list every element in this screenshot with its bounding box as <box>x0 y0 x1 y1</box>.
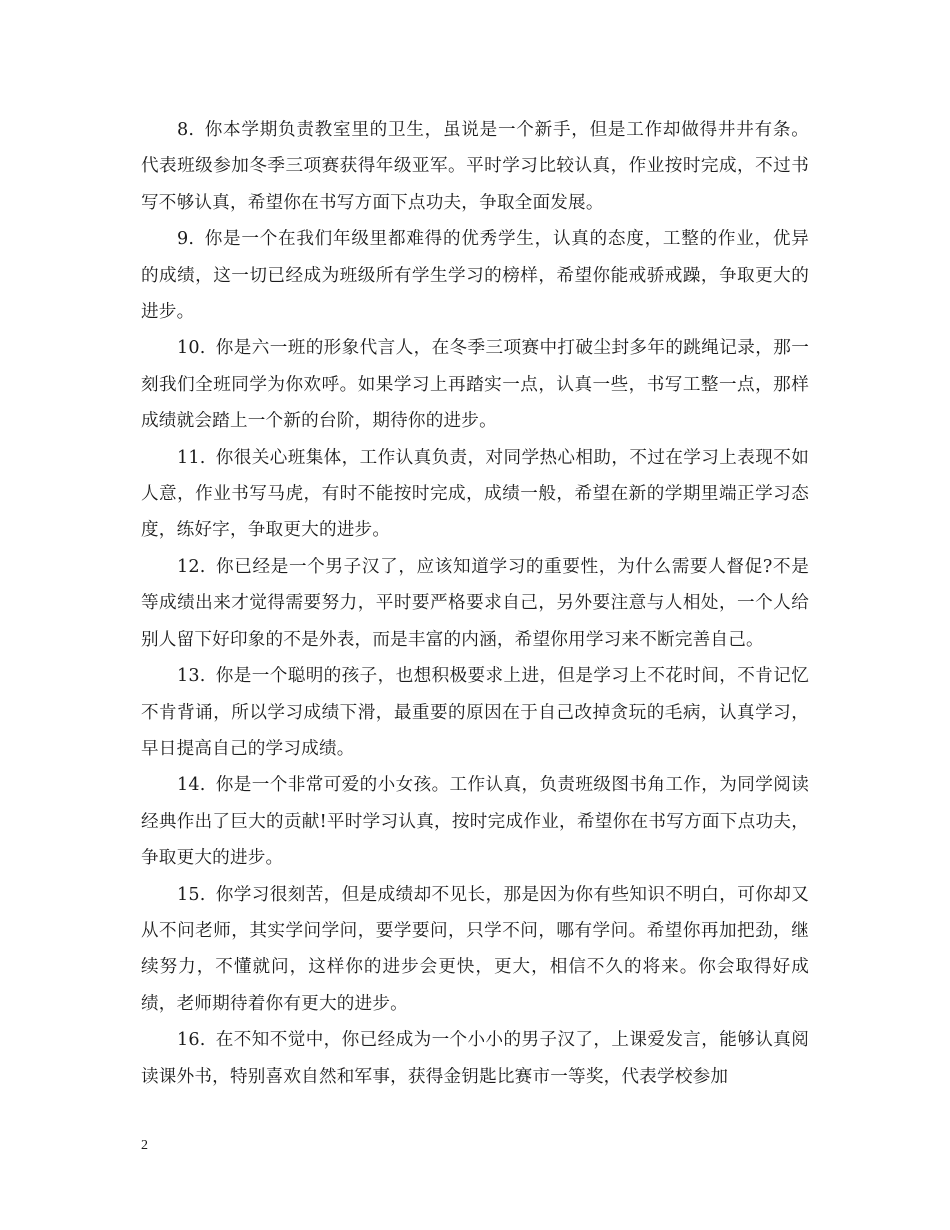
paragraph-text: 你是一个非常可爱的小女孩。工作认真，负责班级图书角工作，为同学阅读经典作出了巨大的贡献!平时学习认真，按时完成作业，希望你在书写方面下点功夫，争取更大的进步。 <box>141 775 809 869</box>
paragraph-text: 你是一个聪明的孩子，也想积极要求上进，但是学习上不花时间，不肯记忆不肯背诵，所以学习成绩下滑，最重要的原因在于自己改掉贪玩的毛病，认真学习，早日提高自己的学习成绩。 <box>141 666 809 759</box>
paragraph-16 <box>141 1022 809 1095</box>
paragraph-number: 14. <box>177 775 206 796</box>
paragraph-number: 11. <box>177 447 206 468</box>
paragraph-number: 10. <box>177 338 206 359</box>
paragraph-text: 你已经是一个男子汉了，应该知道学习的重要性，为什么需要人督促?不是等成绩出来才觉得需要努力，平时要严格要求自己，另外要注意与人相处，一个人给别人留下好印象的不是外表，而是丰富的内涵，希望你用学习来不断完善自己。 <box>141 556 809 650</box>
paragraph-13 <box>141 658 809 767</box>
paragraph-text: 你很关心班集体，工作认真负责，对同学热心相助，不过在学习上表现不如人意，作业书写马虎，有时不能按时完成，成绩一般，希望在新的学期里端正学习态度，练好字，争取更大的进步。 <box>141 447 809 541</box>
paragraph-number: 9. <box>177 229 195 250</box>
paragraph-number: 8. <box>177 120 195 140</box>
paragraph-text: 你是一个在我们年级里都难得的优秀学生，认真的态度，工整的作业，优异的成绩，这一切已经成为班级所有学生学习的榜样，希望你能戒骄戒躁，争取更大的进步。 <box>141 229 809 323</box>
paragraph-14 <box>141 767 809 876</box>
paragraph-10 <box>141 330 809 439</box>
paragraph-number: 12. <box>177 556 206 577</box>
paragraph-8 <box>141 112 809 221</box>
paragraph-text: 在不知不觉中，你已经成为一个小小的男子汉了，上课爱发言，能够认真阅读课外书，特别喜欢自然和军事，获得金钥匙比赛市一等奖，代表学校参加 <box>141 1030 809 1087</box>
paragraph-15 <box>141 877 809 1023</box>
paragraph-text: 你本学期负责教室里的卫生，虽说是一个新手，但是工作却做得井井有条。代表班级参加冬季三项赛获得年级亚军。平时学习比较认真，作业按时完成，不过书写不够认真，希望你在书写方面下点功夫，争取全面发展。 <box>141 120 809 213</box>
paragraph-number: 16. <box>177 1030 206 1051</box>
paragraph-text: 你学习很刻苦，但是成绩却不见长，那是因为你有些知识不明白，可你却又从不问老师，其实学问学问，要学要问，只学不问，哪有学问。希望你再加把劲，继续努力，不懂就问，这样你的进步会更快，更大，相信不久的将来。你会取得好成绩，老师期待着你有更大的进步。 <box>141 884 809 1014</box>
paragraph-text: 你是六一班的形象代言人，在冬季三项赛中打破尘封多年的跳绳记录，那一刻我们全班同学为你欢呼。如果学习上再踏实一点，认真一些，书写工整一点，那样成绩就会踏上一个新的台阶，期待你的进步。 <box>141 338 809 432</box>
document-body <box>141 112 809 1095</box>
paragraph-number: 15. <box>177 884 206 905</box>
paragraph-9 <box>141 221 809 330</box>
page-number: 2 <box>141 1138 148 1153</box>
paragraph-12 <box>141 549 809 658</box>
paragraph-11 <box>141 440 809 549</box>
paragraph-number: 13. <box>177 666 206 687</box>
